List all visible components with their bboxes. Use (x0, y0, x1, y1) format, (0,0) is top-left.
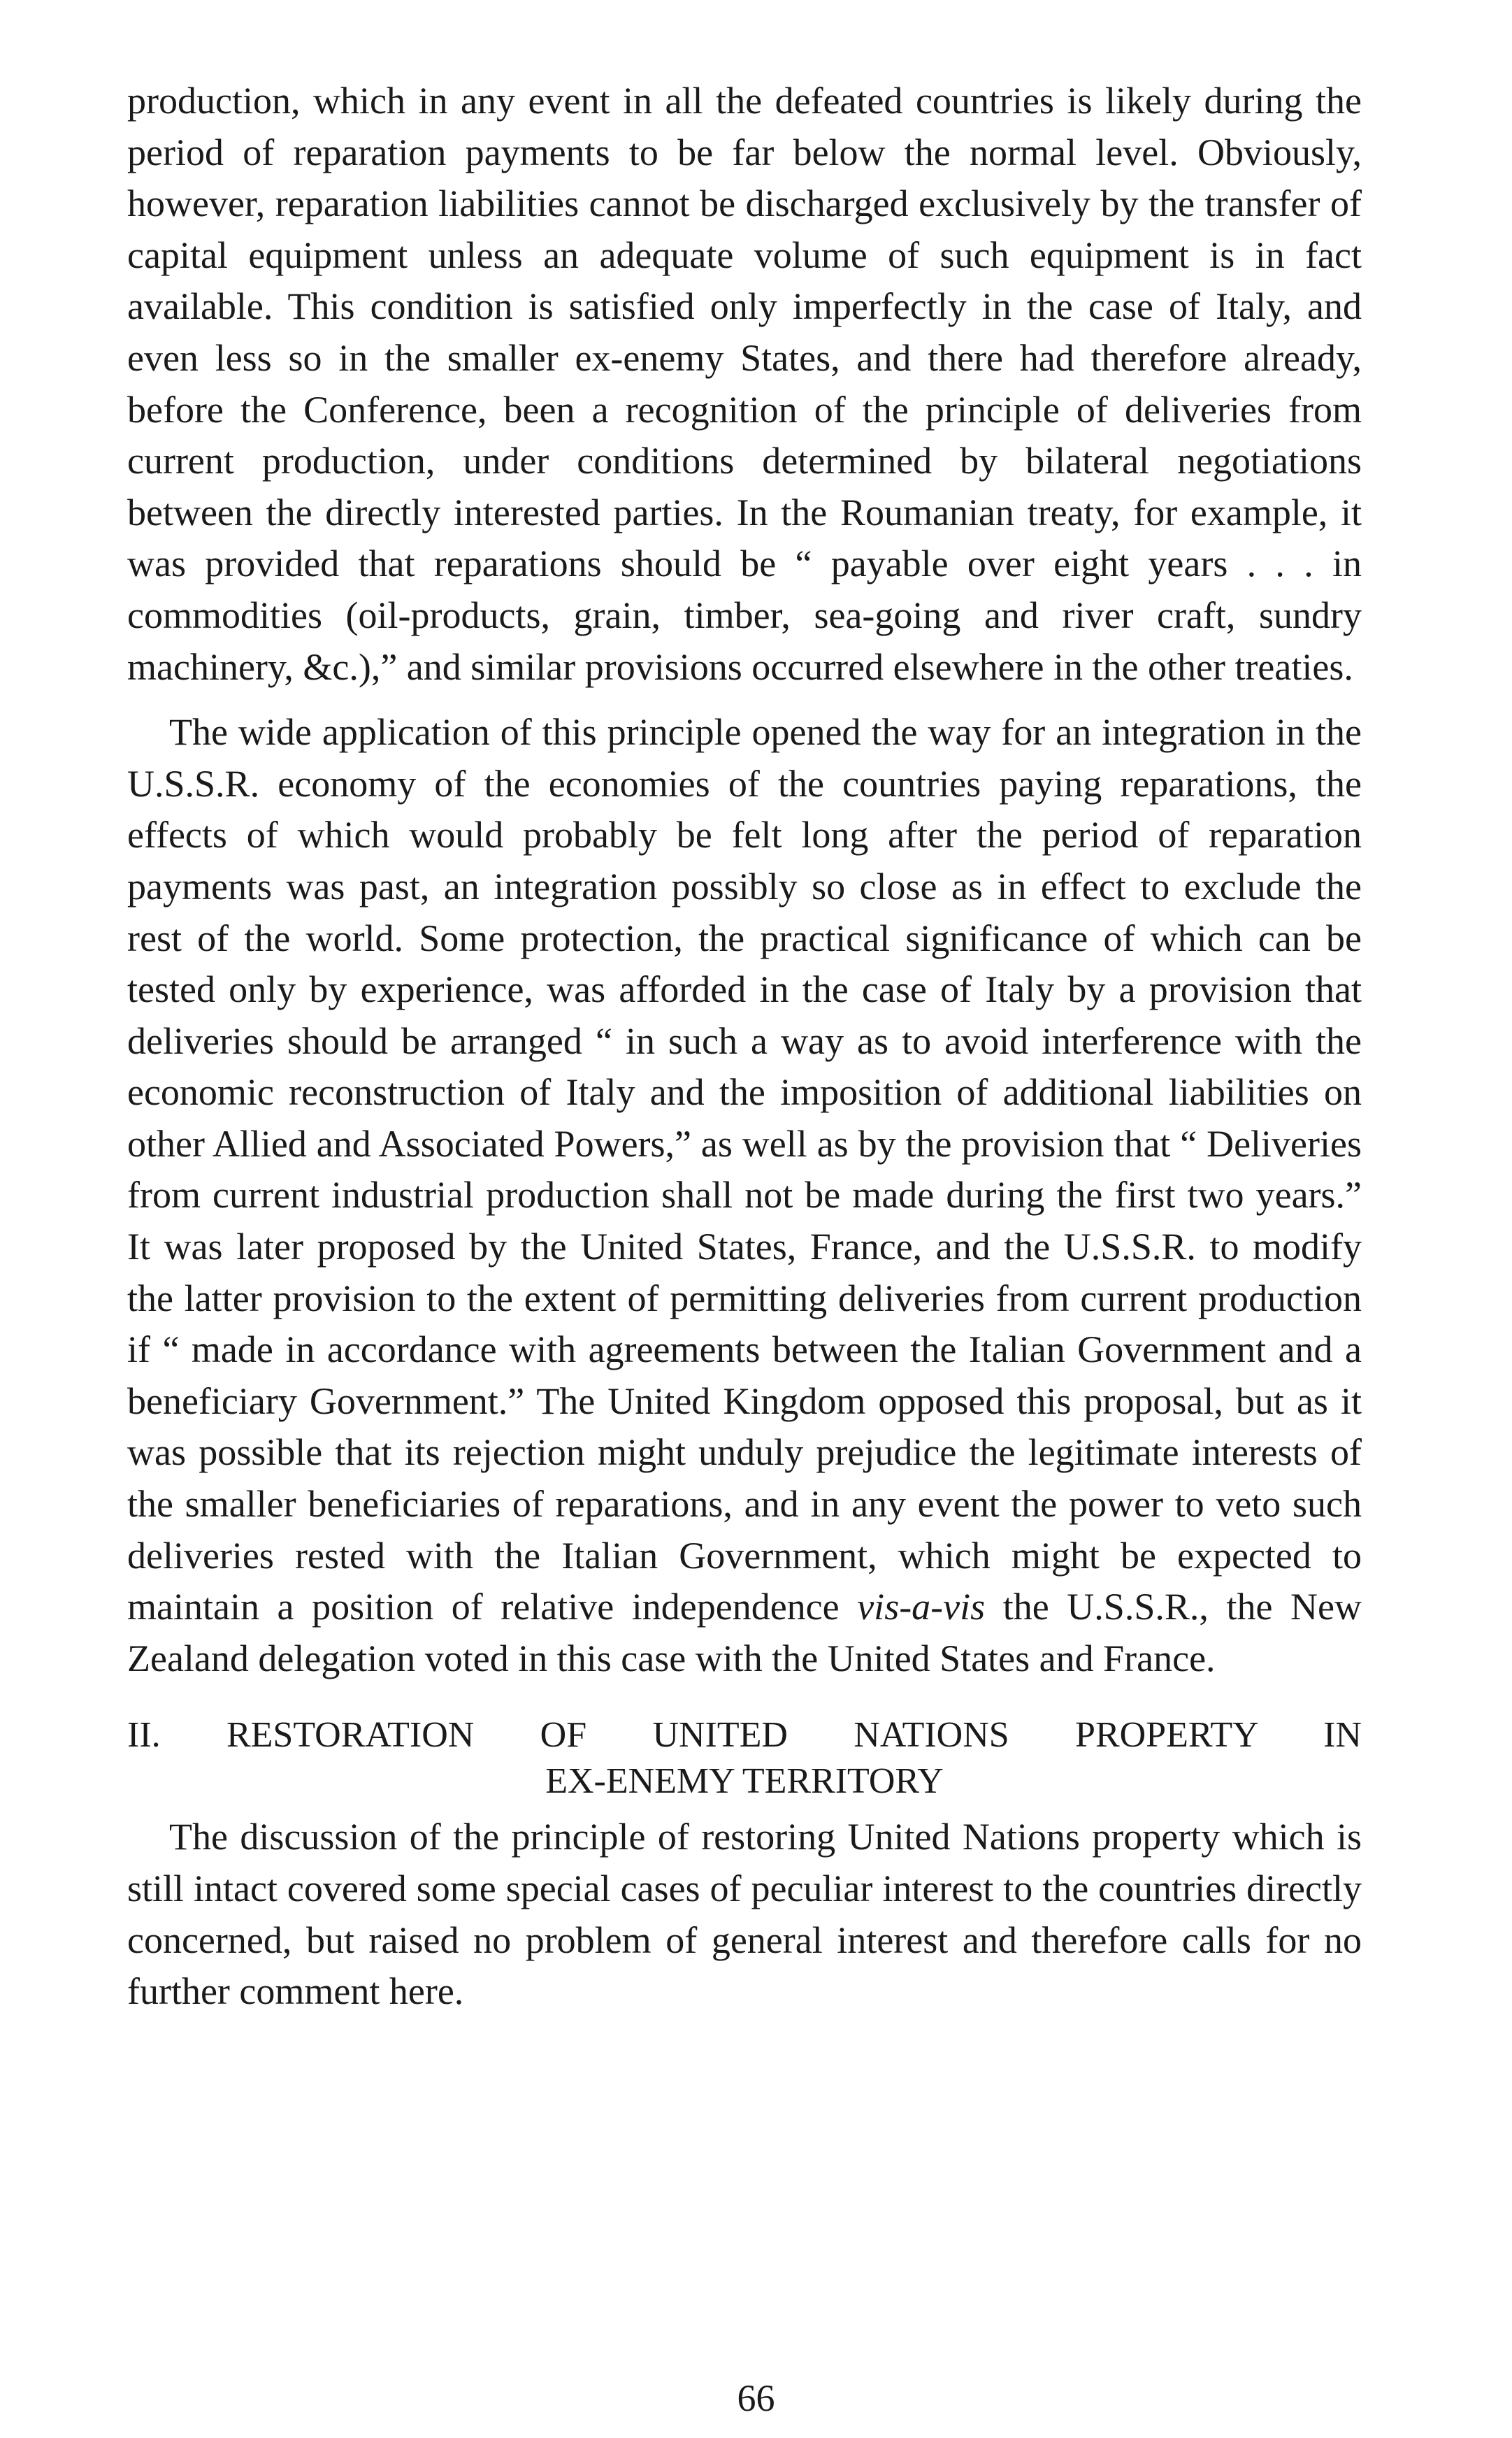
section-heading (127, 1712, 1362, 1805)
paragraph-restoration: The discussion of the principle of restoring United Nations property which is still intact covered some special cases of peculiar interest to the countries directly concerned, but raised no problem of general interest and therefore calls for no further comment here. (127, 1816, 1362, 2013)
page-body (127, 76, 1362, 2018)
paragraph-integration (127, 707, 1362, 1684)
paragraph-text-part: The wide application of this principle opened the way for an integration in the U.S.S.R. economy of the economies of the countries paying reparations, the effects of which would probably be felt long after the period of reparation payments was past, an integration possibly so close as in effect to exclude the rest of the world. Some protection, the practical significance of which can be tested only by experience, was afforded in the case of Italy by a provision that deliveries should be arranged “ in such a way as to avoid interference with the economic reconstruction of Italy and the imposition of additional liabilities on other Allied and Associated Powers,” as well as by the provision that “ Deliveries from current industrial production shall not be made during the first two years.” It was later proposed by the United States, France, and the U.S.S.R. to modify the latter provision to the extent of permitting deliveries from current production if “ made in accordance with agreements between the Italian Government and a beneficiary Government.” The United Kingdom opposed this proposal, but as it was possible that its rejection might unduly prejudice the legitimate interests of the smaller beneficiaries of reparations, and in any event the power to veto such deliveries rested with the Italian Government, which might be expected to maintain a position of relative independence (127, 711, 1362, 1628)
section-heading-line-1: II. RESTORATION OF UNITED NATIONS PROPERTY IN (127, 1715, 1362, 1756)
italic-term: vis-a-vis (857, 1586, 986, 1628)
page-number: 66 (737, 2377, 775, 2419)
paragraph-text-part: the U.S.S.R., the New Zealand delegation voted in this case with the United States and France. (127, 1586, 1362, 1679)
paragraph-continued: production, which in any event in all the defeated countries is likely during the period of reparation payments to be far below the normal level. Obviously, however, reparation liabilities cannot be discharged exclusively by the transfer of capital equipment unless an adequate volume of such equipment is in fact available. This condition is satisfied only imperfectly in the case of Italy, and even less so in the smaller ex-enemy States, and there had therefore already, before the Conference, been a recognition of the principle of deliveries from current production, under conditions determined by bilateral negotiations between the directly interested parties. In the Roumanian treaty, for example, it was provided that reparations should be “ payable over eight years . . . in commodities (oil-products, grain, timber, sea-going and river craft, sundry machinery, &c.),” and similar provisions occurred elsewhere in the other treaties. (127, 80, 1362, 688)
section-heading-line-2: EX-ENEMY TERRITORY (545, 1761, 944, 1802)
